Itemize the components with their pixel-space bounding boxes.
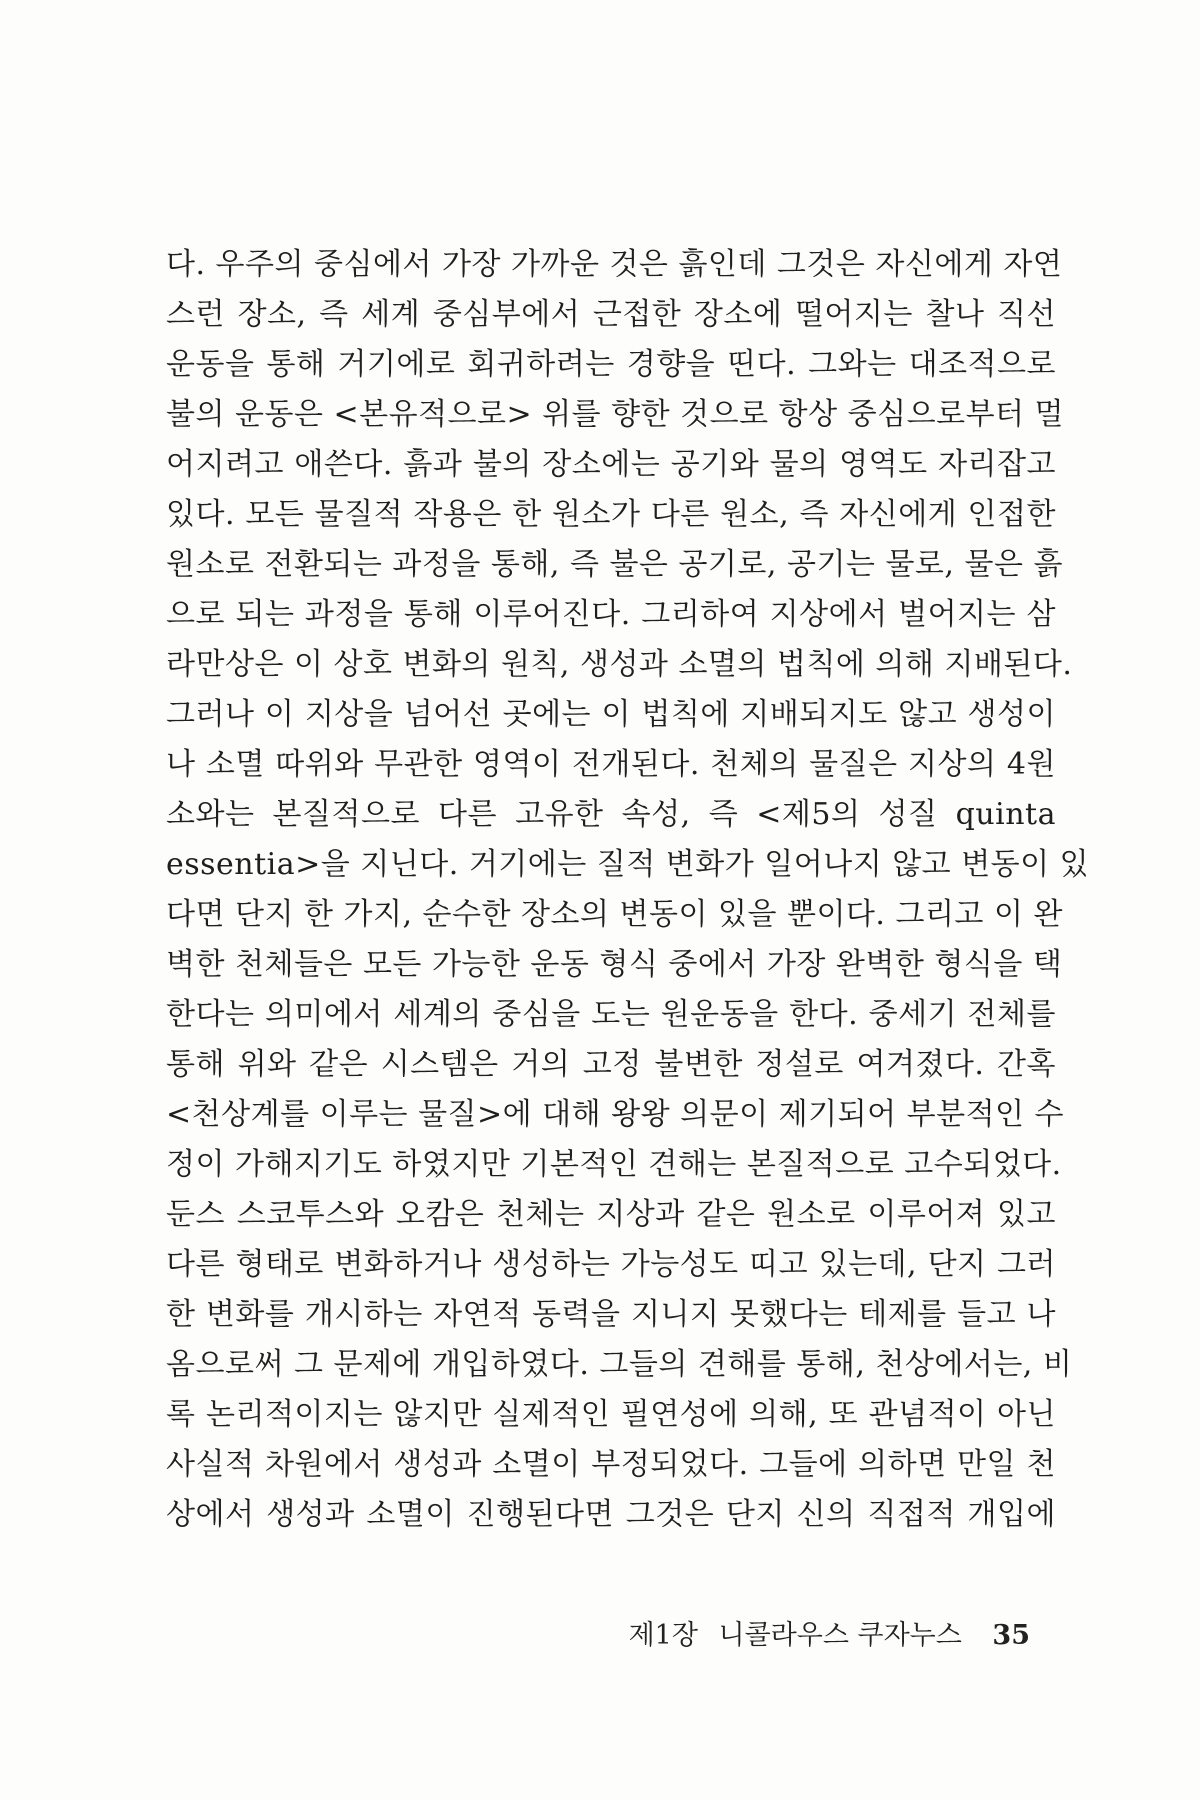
text-line: 불의 운동은 <본유적으로> 위를 향한 것으로 항상 중심으로부터 멀 (166, 397, 1065, 432)
text-line: 상에서 생성과 소멸이 진행된다면 그것은 단지 신의 직접적 개입에 (166, 1497, 1056, 1532)
text-line: 다면 단지 한 가지, 순수한 장소의 변동이 있을 뿐이다. 그리고 이 완 (166, 897, 1063, 932)
text-line: 라만상은 이 상호 변화의 원칙, 생성과 소멸의 법칙에 의해 지배된다. (166, 647, 1073, 682)
text-line: 나 소멸 따위와 무관한 영역이 전개된다. 천체의 물질은 지상의 4원 (166, 747, 1056, 782)
chapter-title: 니콜라우스 쿠자누스 (718, 1620, 962, 1651)
text-line: 다른 형태로 변화하거나 생성하는 가능성도 띠고 있는데, 단지 그러 (166, 1247, 1056, 1282)
text-line: essentia>을 지닌다. 거기에는 질적 변화가 일어나지 않고 변동이 있 (166, 847, 1090, 882)
text-line: 그러나 이 지상을 넘어선 곳에는 이 법칙에 지배되지도 않고 생성이 (166, 697, 1056, 732)
text-line: 록 논리적이지는 않지만 실제적인 필연성에 의해, 또 관념적이 아닌 (166, 1397, 1056, 1432)
text-line: 옴으로써 그 문제에 개입하였다. 그들의 견해를 통해, 천상에서는, 비 (166, 1347, 1073, 1382)
text-line: <천상계를 이루는 물질>에 대해 왕왕 의문이 제기되어 부분적인 수 (166, 1097, 1065, 1132)
text-line: 운동을 통해 거기에로 회귀하려는 경향을 띤다. 그와는 대조적으로 (166, 347, 1056, 382)
text-line: 둔스 스코투스와 오캄은 천체는 지상과 같은 원소로 이루어져 있고 (166, 1197, 1056, 1232)
text-line: 있다. 모든 물질적 작용은 한 원소가 다른 원소, 즉 자신에게 인접한 (166, 497, 1056, 532)
chapter-label: 제1장 (628, 1620, 698, 1651)
text-line: 한다는 의미에서 세계의 중심을 도는 원운동을 한다. 중세기 전체를 (166, 997, 1056, 1032)
text-line: 어지려고 애쓴다. 흙과 불의 장소에는 공기와 물의 영역도 자리잡고 (166, 447, 1056, 482)
text-line: 통해 위와 같은 시스템은 거의 고정 불변한 정설로 여겨졌다. 간혹 (166, 1047, 1056, 1082)
text-line: 벽한 천체들은 모든 가능한 운동 형식 중에서 가장 완벽한 형식을 택 (166, 947, 1063, 982)
running-footer (629, 1613, 1030, 1652)
page-number: 35 (992, 1620, 1030, 1651)
text-line: 소와는 본질적으로 다른 고유한 속성, 즉 <제5의 성질 quinta (166, 797, 1056, 832)
text-line: 사실적 차원에서 생성과 소멸이 부정되었다. 그들에 의하면 만일 천 (166, 1447, 1056, 1482)
body-text (166, 240, 1090, 1540)
text-line: 스런 장소, 즉 세계 중심부에서 근접한 장소에 떨어지는 찰나 직선 (166, 297, 1056, 332)
text-line: 원소로 전환되는 과정을 통해, 즉 불은 공기로, 공기는 물로, 물은 흙 (166, 547, 1063, 582)
text-line: 으로 되는 과정을 통해 이루어진다. 그리하여 지상에서 벌어지는 삼 (166, 597, 1056, 632)
text-line: 한 변화를 개시하는 자연적 동력을 지니지 못했다는 테제를 들고 나 (166, 1297, 1056, 1332)
text-line: 정이 가해지기도 하였지만 기본적인 견해는 본질적으로 고수되었다. (166, 1147, 1062, 1182)
text-line: 다. 우주의 중심에서 가장 가까운 것은 흙인데 그것은 자신에게 자연 (166, 247, 1063, 282)
